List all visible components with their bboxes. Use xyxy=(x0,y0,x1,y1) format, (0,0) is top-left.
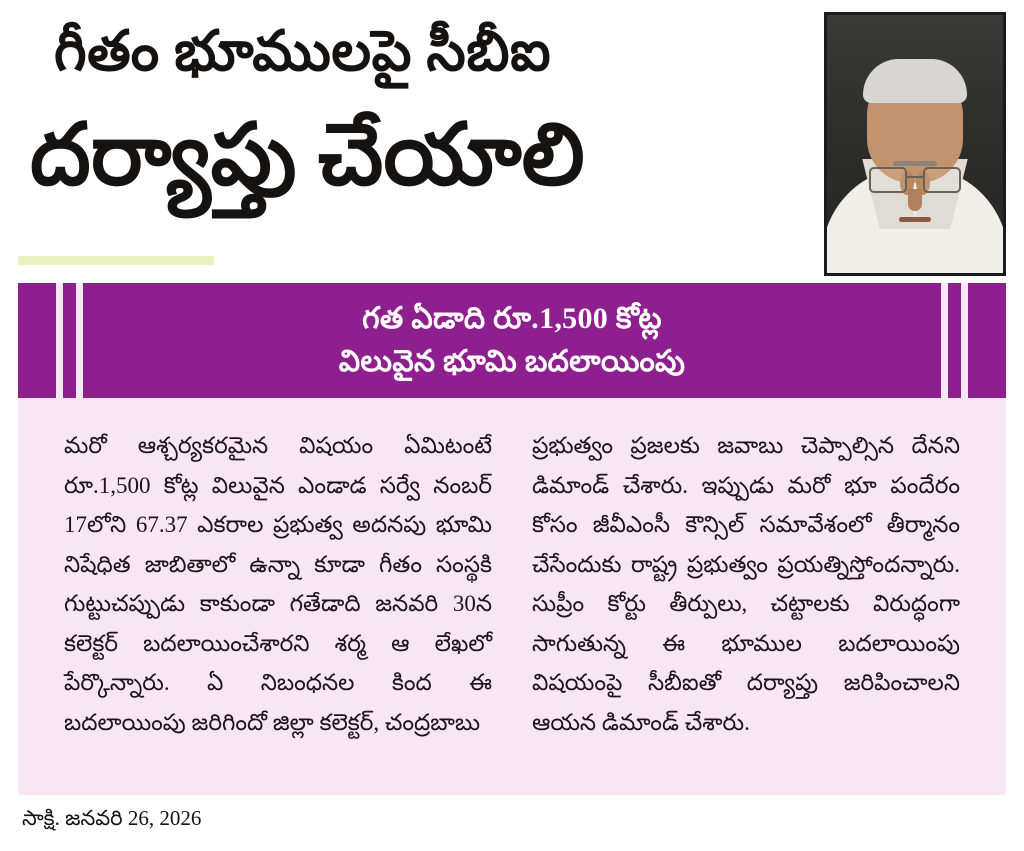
headline-line-1: గీతం భూములపై సీబీఐ xyxy=(54,21,552,83)
banner-stripe-left-2 xyxy=(76,283,83,398)
banner-stripe-right-1 xyxy=(961,283,968,398)
headline-area xyxy=(0,0,820,278)
subheadline-banner xyxy=(18,283,1006,398)
photo-mouth xyxy=(899,217,931,222)
photo-hair xyxy=(863,59,967,103)
glasses-icon xyxy=(865,167,965,189)
article-column-left: మరో ఆశ్చర్యకరమైన విషయం ఏమిటంటే రూ.1,500 కోట్ల విలువైన ఎండాడ సర్వే నంబర్ 17లోని 67.37 ఎకరాల ప్రభుత్వ అదనపు భూమి నిషేధిత జాబితాలో ఉన్నా కూడా గీతం సంస్థకి గుట్టుచప్పుడు కాకుండా గతేడాది జనవరి 30న కలెక్టర్ బదలాయించేశారని శర్మ ఆ లేఖలో పేర్కొన్నారు. ఏ నిబంధనల కింద ఈ బదలాయింపు జరిగిందో జిల్లా కలెక్టర్, చంద్రబాబు xyxy=(64,433,492,735)
portrait-photo xyxy=(824,12,1006,276)
banner-stripe-left-1 xyxy=(56,283,63,398)
subheadline-line-1: గత ఏడాది రూ.1,500 కోట్ల xyxy=(362,301,662,335)
headline-line-2: దర్యాప్తు చేయాలి xyxy=(30,107,585,203)
subheadline-text xyxy=(339,298,685,383)
headline-underline-accent xyxy=(18,256,214,265)
banner-stripe-right-2 xyxy=(941,283,948,398)
article-columns xyxy=(18,398,1006,764)
glasses-lens-left xyxy=(869,167,907,193)
article-box xyxy=(18,283,1006,795)
source-date-label: సాక్షి. జనవరి 26, 2026 xyxy=(22,806,202,830)
glasses-bridge xyxy=(907,176,923,178)
glasses-lens-right xyxy=(923,167,961,193)
article-column-right: ప్రభుత్వం ప్రజలకు జవాబు చెప్పాల్సిన దేనని డిమాండ్ చేశారు. ఇప్పుడు మరో భూ పందేరం కోసం జీవీఎంసీ కౌన్సిల్ సమావేశంలో తీర్మానం చేసేందుకు రాష్ట్ర ప్రభుత్వం ప్రయత్నిస్తోందన్నారు. సుప్రీం కోర్టు తీర్పులు, చట్టాలకు విరుద్ధంగా సాగుతున్న ఈ భూముల బదలాయింపు విషయంపై సీబీఐతో దర్యాప్తు జరిపించాలని ఆయన డిమాండ్ చేశారు. xyxy=(532,433,960,735)
photo-nose xyxy=(908,189,922,211)
subheadline-line-2: విలువైన భూమి బదలాయింపు xyxy=(338,344,686,378)
photo-brow-right xyxy=(909,161,937,166)
